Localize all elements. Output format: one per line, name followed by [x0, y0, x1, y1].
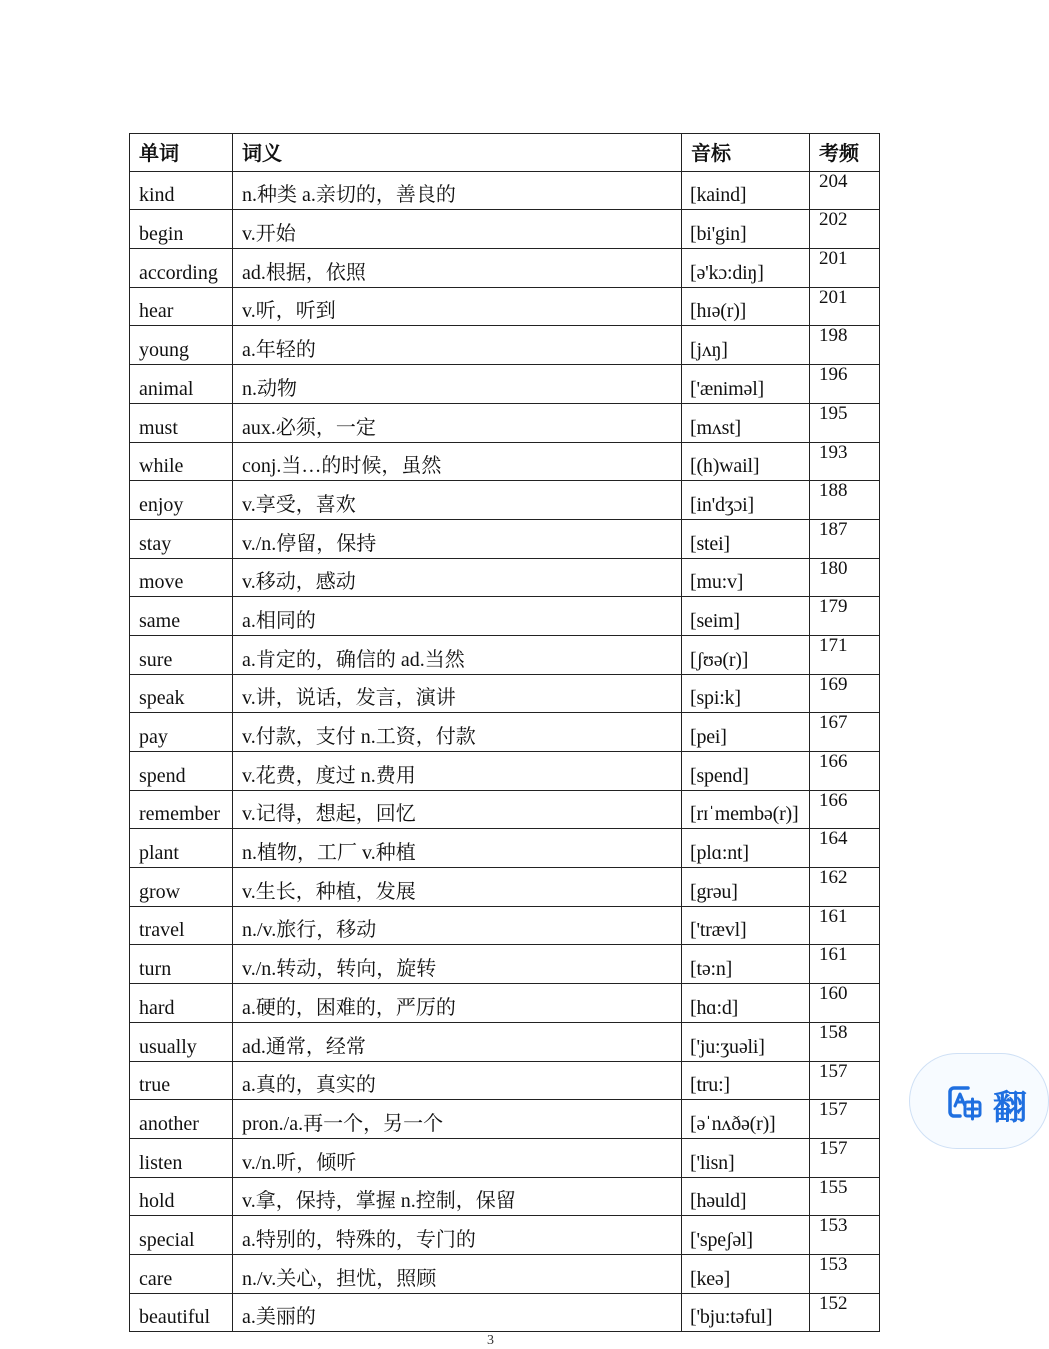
meaning-cell: n.植物，工厂 v.种植	[233, 829, 682, 868]
word-cell: true	[130, 1061, 233, 1100]
table-row	[130, 287, 880, 326]
meaning-cell: n.动物	[233, 365, 682, 404]
phonetic-cell: [jʌŋ]	[682, 326, 810, 365]
frequency-cell: 171	[810, 635, 880, 674]
word-cell: hold	[130, 1177, 233, 1216]
phonetic-cell: [keə]	[682, 1254, 810, 1293]
meaning-cell: pron./a.再一个，另一个	[233, 1100, 682, 1139]
word-cell: speak	[130, 674, 233, 713]
page-number: 3	[487, 1333, 494, 1348]
word-cell: grow	[130, 868, 233, 907]
frequency-cell: 180	[810, 558, 880, 597]
word-cell: while	[130, 442, 233, 481]
meaning-cell: v.享受，喜欢	[233, 481, 682, 520]
meaning-cell: aux.必须，一定	[233, 403, 682, 442]
table-row	[130, 868, 880, 907]
table-row	[130, 171, 880, 210]
phonetic-cell: [spend]	[682, 752, 810, 791]
meaning-cell: conj.当…的时候，虽然	[233, 442, 682, 481]
phonetic-cell: ['æniməl]	[682, 365, 810, 404]
frequency-cell: 204	[810, 171, 880, 210]
word-cell: turn	[130, 945, 233, 984]
frequency-cell: 152	[810, 1293, 880, 1332]
meaning-cell: a.相同的	[233, 597, 682, 636]
word-cell: stay	[130, 519, 233, 558]
word-cell: listen	[130, 1138, 233, 1177]
translate-button[interactable]	[909, 1053, 1049, 1149]
frequency-cell: 169	[810, 674, 880, 713]
translate-icon	[944, 1082, 984, 1122]
meaning-cell: a.年轻的	[233, 326, 682, 365]
meaning-cell: v.听，听到	[233, 287, 682, 326]
word-cell: pay	[130, 713, 233, 752]
table-row	[130, 481, 880, 520]
table-row	[130, 906, 880, 945]
table-row	[130, 442, 880, 481]
meaning-cell: v.付款，支付 n.工资，付款	[233, 713, 682, 752]
word-cell: usually	[130, 1022, 233, 1061]
phonetic-cell: [plɑ:nt]	[682, 829, 810, 868]
frequency-cell: 166	[810, 790, 880, 829]
header-frequency: 考频	[810, 134, 880, 172]
frequency-cell: 153	[810, 1216, 880, 1255]
frequency-cell: 162	[810, 868, 880, 907]
word-cell: care	[130, 1254, 233, 1293]
phonetic-cell: [kaind]	[682, 171, 810, 210]
phonetic-cell: ['bju:təful]	[682, 1293, 810, 1332]
phonetic-cell: [ʃʊə(r)]	[682, 635, 810, 674]
meaning-cell: v.拿，保持，掌握 n.控制，保留	[233, 1177, 682, 1216]
header-word: 单词	[130, 134, 233, 172]
phonetic-cell: [hɑ:d]	[682, 984, 810, 1023]
word-cell: spend	[130, 752, 233, 791]
phonetic-cell: [pei]	[682, 713, 810, 752]
table-row	[130, 752, 880, 791]
table-row	[130, 713, 880, 752]
frequency-cell: 201	[810, 249, 880, 288]
frequency-cell: 166	[810, 752, 880, 791]
word-cell: special	[130, 1216, 233, 1255]
meaning-cell: a.美丽的	[233, 1293, 682, 1332]
phonetic-cell: [in'dʒɔi]	[682, 481, 810, 520]
word-cell: according	[130, 249, 233, 288]
phonetic-cell: [stei]	[682, 519, 810, 558]
word-cell: hard	[130, 984, 233, 1023]
table-row	[130, 1100, 880, 1139]
table-row	[130, 1216, 880, 1255]
phonetic-cell: [tə:n]	[682, 945, 810, 984]
phonetic-cell: [ə'kɔ:diŋ]	[682, 249, 810, 288]
table-row	[130, 210, 880, 249]
table-row	[130, 984, 880, 1023]
frequency-cell: 195	[810, 403, 880, 442]
meaning-cell: v.移动，感动	[233, 558, 682, 597]
word-cell: young	[130, 326, 233, 365]
frequency-cell: 201	[810, 287, 880, 326]
table-row	[130, 403, 880, 442]
frequency-cell: 179	[810, 597, 880, 636]
meaning-cell: v./n.听，倾听	[233, 1138, 682, 1177]
meaning-cell: n./v.旅行，移动	[233, 906, 682, 945]
meaning-cell: a.硬的，困难的，严厉的	[233, 984, 682, 1023]
vocabulary-table	[129, 133, 880, 1332]
meaning-cell: n./v.关心，担忧，照顾	[233, 1254, 682, 1293]
frequency-cell: 158	[810, 1022, 880, 1061]
frequency-cell: 155	[810, 1177, 880, 1216]
frequency-cell: 196	[810, 365, 880, 404]
phonetic-cell: [mʌst]	[682, 403, 810, 442]
phonetic-cell: [əˈnʌðə(r)]	[682, 1100, 810, 1139]
table-row	[130, 674, 880, 713]
table-row	[130, 519, 880, 558]
table-row	[130, 635, 880, 674]
word-cell: beautiful	[130, 1293, 233, 1332]
frequency-cell: 153	[810, 1254, 880, 1293]
table-row	[130, 945, 880, 984]
phonetic-cell: [mu:v]	[682, 558, 810, 597]
frequency-cell: 161	[810, 906, 880, 945]
table-row	[130, 1254, 880, 1293]
table-row	[130, 365, 880, 404]
meaning-cell: v./n.转动，转向，旋转	[233, 945, 682, 984]
phonetic-cell: [(h)wail]	[682, 442, 810, 481]
table-row	[130, 1022, 880, 1061]
word-cell: another	[130, 1100, 233, 1139]
table-row	[130, 558, 880, 597]
phonetic-cell: [rɪˈmembə(r)]	[682, 790, 810, 829]
frequency-cell: 157	[810, 1138, 880, 1177]
phonetic-cell: ['lisn]	[682, 1138, 810, 1177]
meaning-cell: n.种类 a.亲切的，善良的	[233, 171, 682, 210]
header-meaning: 词义	[233, 134, 682, 172]
frequency-cell: 167	[810, 713, 880, 752]
table-row	[130, 597, 880, 636]
phonetic-cell: [hɪə(r)]	[682, 287, 810, 326]
word-cell: sure	[130, 635, 233, 674]
meaning-cell: ad.根据，依照	[233, 249, 682, 288]
word-cell: travel	[130, 906, 233, 945]
table-row	[130, 249, 880, 288]
phonetic-cell: ['speʃəl]	[682, 1216, 810, 1255]
frequency-cell: 157	[810, 1100, 880, 1139]
frequency-cell: 198	[810, 326, 880, 365]
word-cell: remember	[130, 790, 233, 829]
phonetic-cell: [bi'gin]	[682, 210, 810, 249]
phonetic-cell: ['trævl]	[682, 906, 810, 945]
frequency-cell: 160	[810, 984, 880, 1023]
meaning-cell: v.生长，种植，发展	[233, 868, 682, 907]
word-cell: must	[130, 403, 233, 442]
phonetic-cell: [seim]	[682, 597, 810, 636]
meaning-cell: v.讲，说话，发言，演讲	[233, 674, 682, 713]
table-row	[130, 326, 880, 365]
phonetic-cell: [həuld]	[682, 1177, 810, 1216]
meaning-cell: v.开始	[233, 210, 682, 249]
frequency-cell: 187	[810, 519, 880, 558]
frequency-cell: 188	[810, 481, 880, 520]
phonetic-cell: [tru:]	[682, 1061, 810, 1100]
word-cell: begin	[130, 210, 233, 249]
meaning-cell: a.肯定的，确信的 ad.当然	[233, 635, 682, 674]
meaning-cell: v./n.停留，保持	[233, 519, 682, 558]
word-cell: same	[130, 597, 233, 636]
meaning-cell: v.记得，想起，回忆	[233, 790, 682, 829]
frequency-cell: 157	[810, 1061, 880, 1100]
table-row	[130, 1061, 880, 1100]
meaning-cell: v.花费，度过 n.费用	[233, 752, 682, 791]
phonetic-cell: [spi:k]	[682, 674, 810, 713]
word-cell: enjoy	[130, 481, 233, 520]
table-body	[130, 171, 880, 1332]
frequency-cell: 202	[810, 210, 880, 249]
word-cell: plant	[130, 829, 233, 868]
table-row	[130, 829, 880, 868]
word-cell: move	[130, 558, 233, 597]
frequency-cell: 161	[810, 945, 880, 984]
table-row	[130, 1293, 880, 1332]
frequency-cell: 164	[810, 829, 880, 868]
translate-label: 翻	[993, 1088, 1027, 1128]
word-cell: kind	[130, 171, 233, 210]
table-header-row	[130, 134, 880, 172]
meaning-cell: ad.通常，经常	[233, 1022, 682, 1061]
frequency-cell: 193	[810, 442, 880, 481]
phonetic-cell: ['ju:ʒuəli]	[682, 1022, 810, 1061]
table-row	[130, 790, 880, 829]
table-row	[130, 1138, 880, 1177]
word-cell: animal	[130, 365, 233, 404]
meaning-cell: a.真的，真实的	[233, 1061, 682, 1100]
header-phonetic: 音标	[682, 134, 810, 172]
meaning-cell: a.特别的，特殊的，专门的	[233, 1216, 682, 1255]
word-cell: hear	[130, 287, 233, 326]
table-row	[130, 1177, 880, 1216]
phonetic-cell: [grəu]	[682, 868, 810, 907]
